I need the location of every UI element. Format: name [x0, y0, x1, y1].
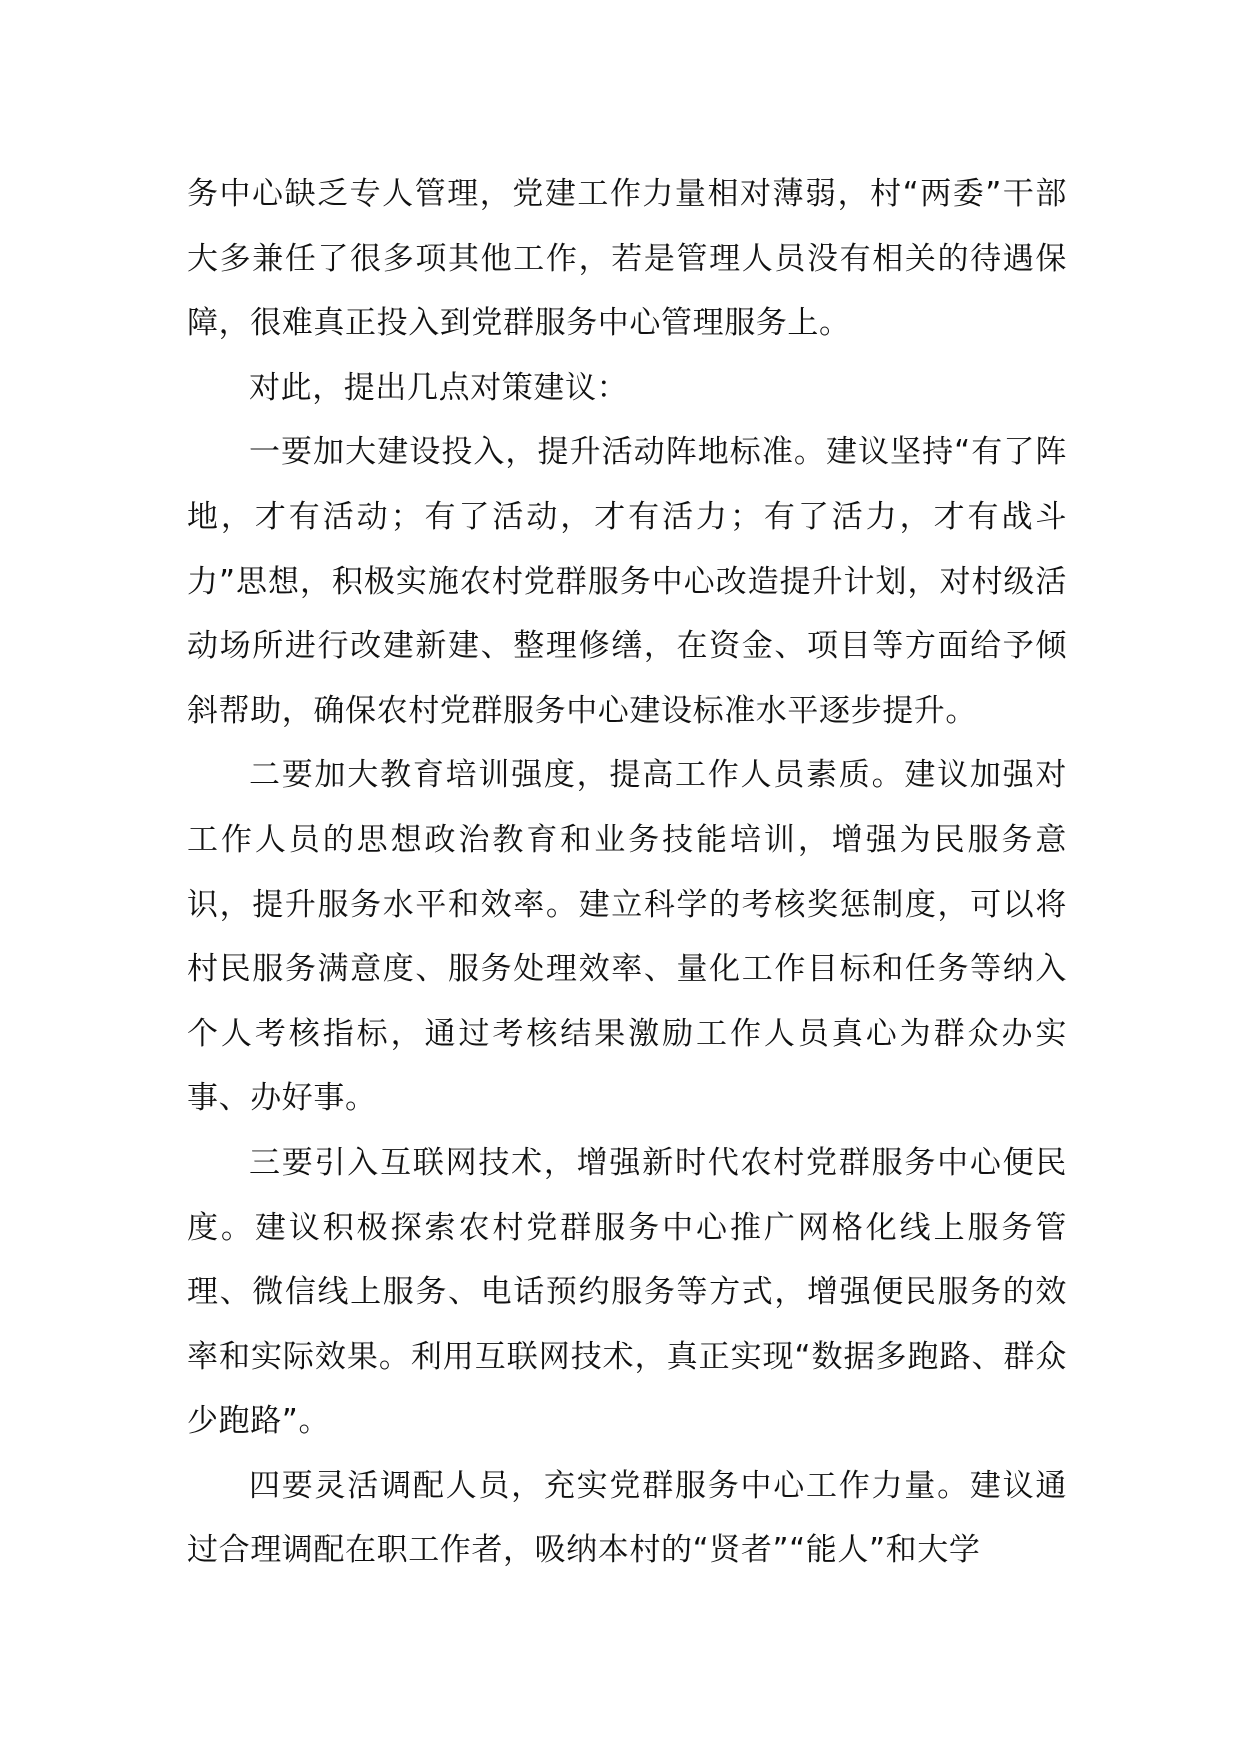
paragraph-suggestion-3: 三要引入互联网技术，增强新时代农村党群服务中心便民度。建议积极探索农村党群服务中心推广网格化线上服务管理、微信线上服务、电话预约服务等方式，增强便民服务的效率和实际效果。利用互联网技术，真正实现“数据多跑路、群众少跑路”。: [187, 1144, 1067, 1440]
paragraph-suggestion-4: 四要灵活调配人员，充实党群服务中心工作力量。建议通过合理调配在职工作者，吸纳本村的“贤者”“能人”和大学: [187, 1467, 1067, 1569]
paragraph-intro-countermeasures: 对此，提出几点对策建议：: [249, 369, 629, 406]
paragraph-suggestion-1: 一要加大建设投入，提升活动阵地标准。建议坚持“有了阵地，才有活动；有了活动，才有活力；有了活力，才有战斗力”思想，积极实施农村党群服务中心改造提升计划，对村级活动场所进行改建新建、整理修缮，在资金、项目等方面给予倾斜帮助，确保农村党群服务中心建设标准水平逐步提升。: [187, 434, 1067, 729]
document-body: [187, 162, 1067, 1583]
paragraph-suggestion-2: 二要加大教育培训强度，提高工作人员素质。建议加强对工作人员的思想政治教育和业务技能培训，增强为民服务意识，提升服务水平和效率。建立科学的考核奖惩制度，可以将村民服务满意度、服务处理效率、量化工作目标和任务等纳入个人考核指标，通过考核结果激励工作人员真心为群众办实事、办好事。: [187, 757, 1067, 1117]
paragraph-continued: 务中心缺乏专人管理，党建工作力量相对薄弱，村“两委”干部大多兼任了很多项其他工作，若是管理人员没有相关的待遇保障，很难真正投入到党群服务中心管理服务上。: [187, 176, 1067, 342]
